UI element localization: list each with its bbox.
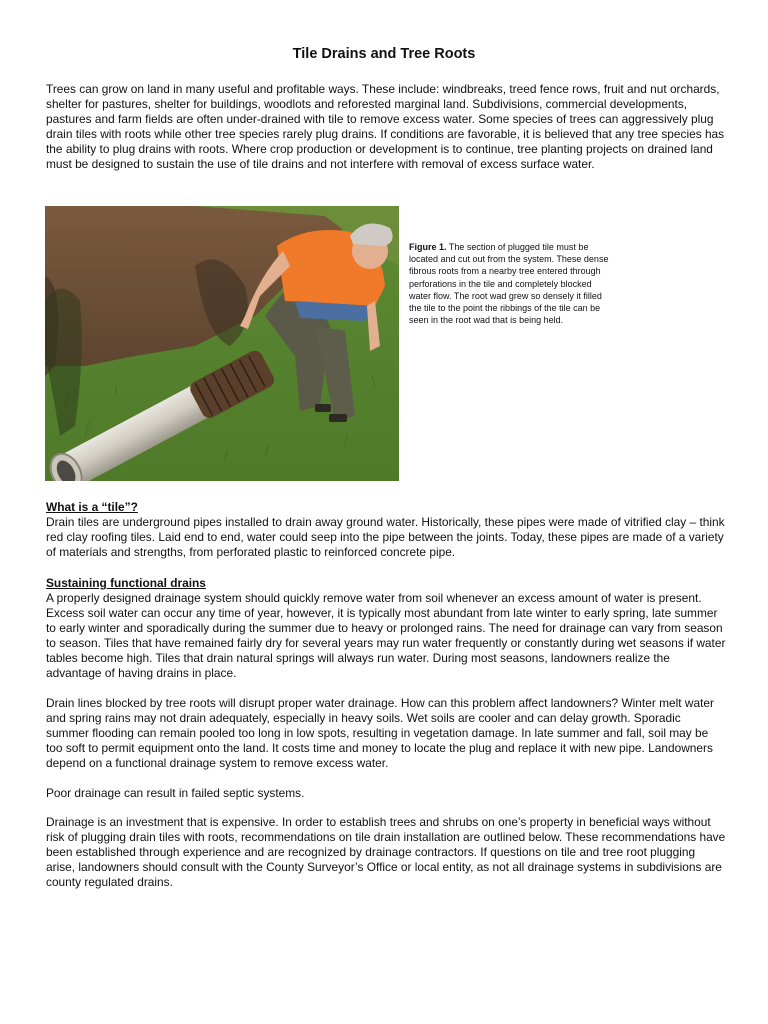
- photo-illustration: [45, 206, 399, 481]
- intro-paragraph: Trees can grow on land in many useful and profitable ways. These include: windbreaks, treed fence rows, fruit and nut orchards, shelter for pastures, shelter for buildings, woodlots and reforested marginal land. Subdivisions, commercial developments, pastures and farm fields are often under-drained with tile to remove excess water. Some species of trees can aggressively plug drain tiles with roots while other tree species rarely plug drains. If conditions are favorable, it is believed that any tree species has the ability to plug drains with roots. Where crop production or development is to continue, tree planting projects on drained land must be designed to sustain the use of tile drains and not interfere with removal of excess surface water.: [46, 82, 725, 172]
- tile-paragraph: Drain tiles are underground pipes installed to drain away ground water. Historically, these pipes were made of vitrified clay – think red clay roofing tiles. Laid end to end, water could seep into the pipe between the joints. Today, these pipes are made of a variety of materials and strengths, from perforated plastic to reinforced concrete pipe.: [46, 515, 725, 560]
- figure-caption: [409, 241, 609, 326]
- document-title: Tile Drains and Tree Roots: [292, 46, 476, 62]
- heading-what-is-tile: What is a “tile”?: [46, 500, 138, 514]
- sustaining-paragraph-1: A properly designed drainage system should quickly remove water from soil whenever an excess amount of water is present. Excess soil water can occur any time of year, however, it is typically most abundant from late winter to early spring, late summer to early winter and sporadically during the summer due to heavy or prolonged rains. The need for drainage can vary from season to season. Tiles that have remained fairly dry for several years may run water frequently or constantly during wet seasons if water tables become high. Tiles that drain natural springs will always run water. During most seasons, landowners realize the advantage of having drains in place.: [46, 591, 726, 681]
- sustaining-paragraph-2: Drain lines blocked by tree roots will disrupt proper water drainage. How can this problem affect landowners? Winter melt water and spring rains may not drain adequately, especially in heavy soils. Wet soils are cooler and can delay growth. Sporadic summer flooding can remain pooled too long in low spots, resulting in vegetation damage. In late summer and fall, soil may be too soft to permit equipment onto the land. It costs time and money to locate the plug and replace it with new pipe. Landowners depend on a functional drainage system to remove excess water.: [46, 696, 714, 771]
- sustaining-paragraph-3: Poor drainage can result in failed septic systems.: [46, 786, 305, 800]
- sustaining-paragraph-4: Drainage is an investment that is expensive. In order to establish trees and shrubs on one’s property in beneficial ways without risk of plugging drain tiles with roots, recommendations on tile drain installation are outlined below. These recommendations have been established through experience and are recognized by drainage contractors. If questions on tile and tree root plugging arise, landowners should consult with the County Surveyor’s Office or local entity, as not all drainage systems in subdivisions are county regulated drains.: [46, 815, 726, 890]
- figure-photo: [45, 206, 399, 481]
- heading-sustaining-drains: Sustaining functional drains: [46, 576, 206, 590]
- figure-label: Figure 1.: [409, 242, 447, 252]
- figure-caption-text: The section of plugged tile must be located and cut out from the system. These dense fibrous roots from a nearby tree entered through perforations in the tile and completely blocked water flow. The root wad grew so densely it filled the tile to the point the ribbings of the tile can be seen in the root wad that is being held.: [409, 242, 609, 326]
